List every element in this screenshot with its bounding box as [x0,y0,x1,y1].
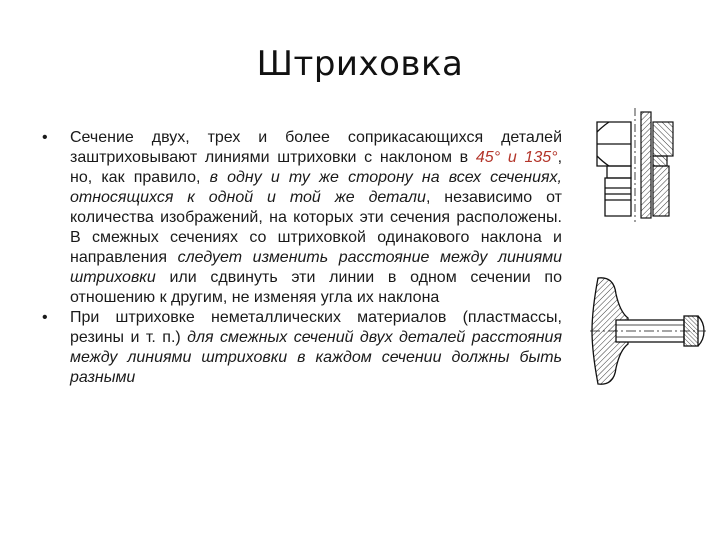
bullet2-text-1: При штриховке неметаллических материалов (пластмассы, резины и т. п.) [70,309,562,346]
bullet1-italic-1: в одну и ту же сторону на всех сечениях, относящихся к одной и той же детали [70,169,562,206]
bullet1-text-1: Сечение двух, трех и более соприкасающихся деталей заштриховывают линиями штриховки с наклоном в [70,129,562,166]
bullet-dot: • [42,309,48,326]
bullet-dot: • [42,129,48,146]
bullet1-text-3: , независимо от количества изображений, на которых эти сечения расположены. В смежных сечениях со штриховкой одинакового наклона и направления [70,189,563,266]
bullet1-italic-2: следует изменить расстояние между линиями штриховки [70,249,562,286]
bullet1-text-2: , но, как правило, [70,149,563,186]
bullet1-angles: 45° и 135° [475,149,558,166]
bullet2-italic-1: для смежных сечений двух деталей расстояния между линиями штриховки в каждом сечении должны быть разными [70,329,562,386]
bullet1-text-4: или сдвинуть эти линии в одном сечении по отношению к другим, не изменяя угла их наклона [70,269,562,306]
slide-body [40,128,562,388]
slide-title: Штриховка [256,44,464,84]
knob-section-drawing [588,272,708,390]
bullet-item-2 [40,308,562,388]
bullet-item-1 [40,128,562,308]
fitting-section-drawing [591,108,679,222]
